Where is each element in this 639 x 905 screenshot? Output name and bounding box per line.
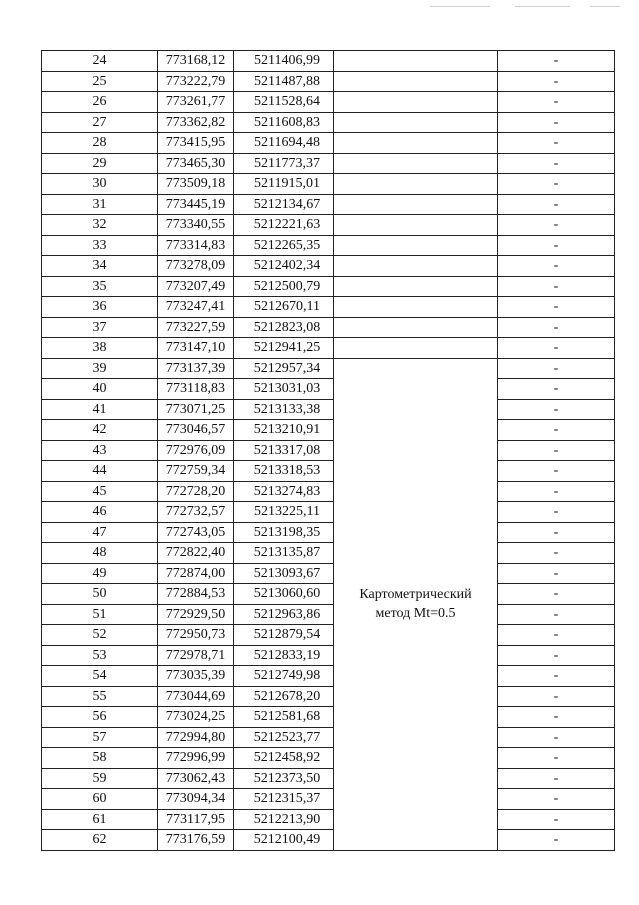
table-row xyxy=(42,276,615,297)
y-coordinate-cell: 5212500,79 xyxy=(234,276,334,297)
y-coordinate-cell: 5212221,63 xyxy=(234,215,334,236)
point-number-cell: 43 xyxy=(42,440,158,461)
y-coordinate-cell: 5212134,67 xyxy=(234,194,334,215)
accuracy-cell: - xyxy=(498,153,615,174)
y-coordinate-cell: 5211608,83 xyxy=(234,112,334,133)
x-coordinate-cell: 773415,95 xyxy=(158,133,234,154)
table-row xyxy=(42,256,615,277)
table-row xyxy=(42,420,615,441)
point-number-cell: 60 xyxy=(42,789,158,810)
point-number-cell: 34 xyxy=(42,256,158,277)
x-coordinate-cell: 772759,34 xyxy=(158,461,234,482)
accuracy-cell: - xyxy=(498,276,615,297)
point-number-cell: 50 xyxy=(42,584,158,605)
x-coordinate-cell: 773147,10 xyxy=(158,338,234,359)
point-number-cell: 41 xyxy=(42,399,158,420)
y-coordinate-cell: 5212941,25 xyxy=(234,338,334,359)
table-row xyxy=(42,297,615,318)
x-coordinate-cell: 773465,30 xyxy=(158,153,234,174)
accuracy-cell: - xyxy=(498,543,615,564)
point-number-cell: 26 xyxy=(42,92,158,113)
x-coordinate-cell: 772976,09 xyxy=(158,440,234,461)
table-row xyxy=(42,379,615,400)
table-row xyxy=(42,174,615,195)
accuracy-cell: - xyxy=(498,727,615,748)
point-number-cell: 40 xyxy=(42,379,158,400)
x-coordinate-cell: 773207,49 xyxy=(158,276,234,297)
y-coordinate-cell: 5213225,11 xyxy=(234,502,334,523)
x-coordinate-cell: 772874,00 xyxy=(158,563,234,584)
method-cell-empty xyxy=(334,194,498,215)
table-row xyxy=(42,194,615,215)
point-number-cell: 32 xyxy=(42,215,158,236)
coordinates-table xyxy=(41,50,615,851)
point-number-cell: 44 xyxy=(42,461,158,482)
table-row xyxy=(42,666,615,687)
x-coordinate-cell: 773340,55 xyxy=(158,215,234,236)
table-row xyxy=(42,604,615,625)
x-coordinate-cell: 772728,20 xyxy=(158,481,234,502)
x-coordinate-cell: 773445,19 xyxy=(158,194,234,215)
y-coordinate-cell: 5212581,68 xyxy=(234,707,334,728)
method-cell-empty xyxy=(334,215,498,236)
x-coordinate-cell: 773278,09 xyxy=(158,256,234,277)
method-cell-empty xyxy=(334,92,498,113)
table-row xyxy=(42,727,615,748)
x-coordinate-cell: 772884,53 xyxy=(158,584,234,605)
x-coordinate-cell: 772978,71 xyxy=(158,645,234,666)
y-coordinate-cell: 5213317,08 xyxy=(234,440,334,461)
y-coordinate-cell: 5213274,83 xyxy=(234,481,334,502)
table-row xyxy=(42,399,615,420)
accuracy-cell: - xyxy=(498,502,615,523)
accuracy-cell: - xyxy=(498,563,615,584)
method-cell-empty xyxy=(334,112,498,133)
accuracy-cell: - xyxy=(498,625,615,646)
x-coordinate-cell: 773044,69 xyxy=(158,686,234,707)
y-coordinate-cell: 5212213,90 xyxy=(234,809,334,830)
x-coordinate-cell: 773261,77 xyxy=(158,92,234,113)
accuracy-cell: - xyxy=(498,338,615,359)
accuracy-cell: - xyxy=(498,317,615,338)
y-coordinate-cell: 5212823,08 xyxy=(234,317,334,338)
point-number-cell: 61 xyxy=(42,809,158,830)
accuracy-cell: - xyxy=(498,92,615,113)
point-number-cell: 47 xyxy=(42,522,158,543)
table-row xyxy=(42,625,615,646)
table-row xyxy=(42,563,615,584)
table-row xyxy=(42,584,615,605)
x-coordinate-cell: 773024,25 xyxy=(158,707,234,728)
point-number-cell: 38 xyxy=(42,338,158,359)
accuracy-cell: - xyxy=(498,71,615,92)
x-coordinate-cell: 772994,80 xyxy=(158,727,234,748)
accuracy-cell: - xyxy=(498,51,615,72)
point-number-cell: 28 xyxy=(42,133,158,154)
point-number-cell: 45 xyxy=(42,481,158,502)
x-coordinate-cell: 773227,59 xyxy=(158,317,234,338)
accuracy-cell: - xyxy=(498,830,615,851)
y-coordinate-cell: 5213210,91 xyxy=(234,420,334,441)
x-coordinate-cell: 772929,50 xyxy=(158,604,234,625)
table-row xyxy=(42,338,615,359)
method-cell-empty xyxy=(334,235,498,256)
x-coordinate-cell: 773046,57 xyxy=(158,420,234,441)
point-number-cell: 58 xyxy=(42,748,158,769)
y-coordinate-cell: 5212749,98 xyxy=(234,666,334,687)
table-row xyxy=(42,51,615,72)
table-row xyxy=(42,645,615,666)
point-number-cell: 27 xyxy=(42,112,158,133)
point-number-cell: 33 xyxy=(42,235,158,256)
accuracy-cell: - xyxy=(498,604,615,625)
table-row xyxy=(42,235,615,256)
table-row xyxy=(42,748,615,769)
x-coordinate-cell: 773247,41 xyxy=(158,297,234,318)
y-coordinate-cell: 5212879,54 xyxy=(234,625,334,646)
accuracy-cell: - xyxy=(498,399,615,420)
y-coordinate-cell: 5212373,50 xyxy=(234,768,334,789)
method-cell-empty xyxy=(334,71,498,92)
accuracy-cell: - xyxy=(498,174,615,195)
method-cell-empty xyxy=(334,276,498,297)
method-name: Картометрический xyxy=(359,587,472,602)
accuracy-cell: - xyxy=(498,686,615,707)
method-cell-empty xyxy=(334,133,498,154)
accuracy-cell: - xyxy=(498,112,615,133)
y-coordinate-cell: 5211773,37 xyxy=(234,153,334,174)
y-coordinate-cell: 5211915,01 xyxy=(234,174,334,195)
point-number-cell: 36 xyxy=(42,297,158,318)
point-number-cell: 30 xyxy=(42,174,158,195)
method-cell-empty xyxy=(334,256,498,277)
point-number-cell: 31 xyxy=(42,194,158,215)
y-coordinate-cell: 5213031,03 xyxy=(234,379,334,400)
x-coordinate-cell: 773035,39 xyxy=(158,666,234,687)
y-coordinate-cell: 5212523,77 xyxy=(234,727,334,748)
method-cell-empty xyxy=(334,153,498,174)
method-cell-empty xyxy=(334,297,498,318)
accuracy-cell: - xyxy=(498,133,615,154)
point-number-cell: 51 xyxy=(42,604,158,625)
point-number-cell: 24 xyxy=(42,51,158,72)
x-coordinate-cell: 773118,83 xyxy=(158,379,234,400)
y-coordinate-cell: 5213198,35 xyxy=(234,522,334,543)
table-row xyxy=(42,440,615,461)
table-row xyxy=(42,71,615,92)
accuracy-cell: - xyxy=(498,522,615,543)
point-number-cell: 39 xyxy=(42,358,158,379)
accuracy-cell: - xyxy=(498,440,615,461)
table-row xyxy=(42,707,615,728)
y-coordinate-cell: 5211528,64 xyxy=(234,92,334,113)
accuracy-cell: - xyxy=(498,194,615,215)
accuracy-cell: - xyxy=(498,297,615,318)
x-coordinate-cell: 773137,39 xyxy=(158,358,234,379)
accuracy-cell: - xyxy=(498,481,615,502)
x-coordinate-cell: 773314,83 xyxy=(158,235,234,256)
y-coordinate-cell: 5213060,60 xyxy=(234,584,334,605)
point-number-cell: 62 xyxy=(42,830,158,851)
table-row xyxy=(42,543,615,564)
x-coordinate-cell: 773509,18 xyxy=(158,174,234,195)
method-cell xyxy=(334,358,498,850)
table-row xyxy=(42,789,615,810)
method-accuracy: метод Mt=0.5 xyxy=(375,606,456,621)
y-coordinate-cell: 5213133,38 xyxy=(234,399,334,420)
x-coordinate-cell: 773168,12 xyxy=(158,51,234,72)
x-coordinate-cell: 772732,57 xyxy=(158,502,234,523)
x-coordinate-cell: 773094,34 xyxy=(158,789,234,810)
method-cell-empty xyxy=(334,174,498,195)
accuracy-cell: - xyxy=(498,768,615,789)
table-row xyxy=(42,830,615,851)
y-coordinate-cell: 5212458,92 xyxy=(234,748,334,769)
accuracy-cell: - xyxy=(498,256,615,277)
x-coordinate-cell: 773062,43 xyxy=(158,768,234,789)
point-number-cell: 59 xyxy=(42,768,158,789)
y-coordinate-cell: 5211406,99 xyxy=(234,51,334,72)
point-number-cell: 57 xyxy=(42,727,158,748)
method-cell-empty xyxy=(334,317,498,338)
point-number-cell: 37 xyxy=(42,317,158,338)
accuracy-cell: - xyxy=(498,809,615,830)
table-row xyxy=(42,686,615,707)
table-row xyxy=(42,215,615,236)
table-row xyxy=(42,522,615,543)
y-coordinate-cell: 5211487,88 xyxy=(234,71,334,92)
x-coordinate-cell: 772743,05 xyxy=(158,522,234,543)
accuracy-cell: - xyxy=(498,666,615,687)
point-number-cell: 54 xyxy=(42,666,158,687)
accuracy-cell: - xyxy=(498,461,615,482)
y-coordinate-cell: 5212100,49 xyxy=(234,830,334,851)
scan-artifact xyxy=(590,6,620,7)
method-cell-empty xyxy=(334,338,498,359)
accuracy-cell: - xyxy=(498,584,615,605)
y-coordinate-cell: 5213093,67 xyxy=(234,563,334,584)
x-coordinate-cell: 772822,40 xyxy=(158,543,234,564)
coordinates-table-body xyxy=(42,51,615,851)
accuracy-cell: - xyxy=(498,707,615,728)
x-coordinate-cell: 773117,95 xyxy=(158,809,234,830)
point-number-cell: 52 xyxy=(42,625,158,646)
point-number-cell: 49 xyxy=(42,563,158,584)
table-row xyxy=(42,153,615,174)
x-coordinate-cell: 772996,99 xyxy=(158,748,234,769)
y-coordinate-cell: 5212957,34 xyxy=(234,358,334,379)
accuracy-cell: - xyxy=(498,235,615,256)
y-coordinate-cell: 5213318,53 xyxy=(234,461,334,482)
accuracy-cell: - xyxy=(498,215,615,236)
table-row xyxy=(42,461,615,482)
table-row xyxy=(42,92,615,113)
point-number-cell: 56 xyxy=(42,707,158,728)
y-coordinate-cell: 5211694,48 xyxy=(234,133,334,154)
point-number-cell: 46 xyxy=(42,502,158,523)
y-coordinate-cell: 5212670,11 xyxy=(234,297,334,318)
accuracy-cell: - xyxy=(498,420,615,441)
accuracy-cell: - xyxy=(498,789,615,810)
point-number-cell: 53 xyxy=(42,645,158,666)
y-coordinate-cell: 5213135,87 xyxy=(234,543,334,564)
accuracy-cell: - xyxy=(498,748,615,769)
y-coordinate-cell: 5212265,35 xyxy=(234,235,334,256)
table-row xyxy=(42,481,615,502)
y-coordinate-cell: 5212402,34 xyxy=(234,256,334,277)
y-coordinate-cell: 5212315,37 xyxy=(234,789,334,810)
accuracy-cell: - xyxy=(498,379,615,400)
point-number-cell: 55 xyxy=(42,686,158,707)
point-number-cell: 48 xyxy=(42,543,158,564)
table-row xyxy=(42,133,615,154)
y-coordinate-cell: 5212678,20 xyxy=(234,686,334,707)
table-row xyxy=(42,768,615,789)
x-coordinate-cell: 773071,25 xyxy=(158,399,234,420)
accuracy-cell: - xyxy=(498,358,615,379)
x-coordinate-cell: 773362,82 xyxy=(158,112,234,133)
point-number-cell: 29 xyxy=(42,153,158,174)
table-row xyxy=(42,317,615,338)
scan-artifact xyxy=(515,6,570,7)
table-row xyxy=(42,809,615,830)
x-coordinate-cell: 773176,59 xyxy=(158,830,234,851)
y-coordinate-cell: 5212833,19 xyxy=(234,645,334,666)
point-number-cell: 35 xyxy=(42,276,158,297)
x-coordinate-cell: 772950,73 xyxy=(158,625,234,646)
scan-artifact xyxy=(430,6,490,7)
table-row xyxy=(42,358,615,379)
accuracy-cell: - xyxy=(498,645,615,666)
y-coordinate-cell: 5212963,86 xyxy=(234,604,334,625)
point-number-cell: 25 xyxy=(42,71,158,92)
method-cell-empty xyxy=(334,51,498,72)
table-row xyxy=(42,502,615,523)
point-number-cell: 42 xyxy=(42,420,158,441)
table-row xyxy=(42,112,615,133)
x-coordinate-cell: 773222,79 xyxy=(158,71,234,92)
